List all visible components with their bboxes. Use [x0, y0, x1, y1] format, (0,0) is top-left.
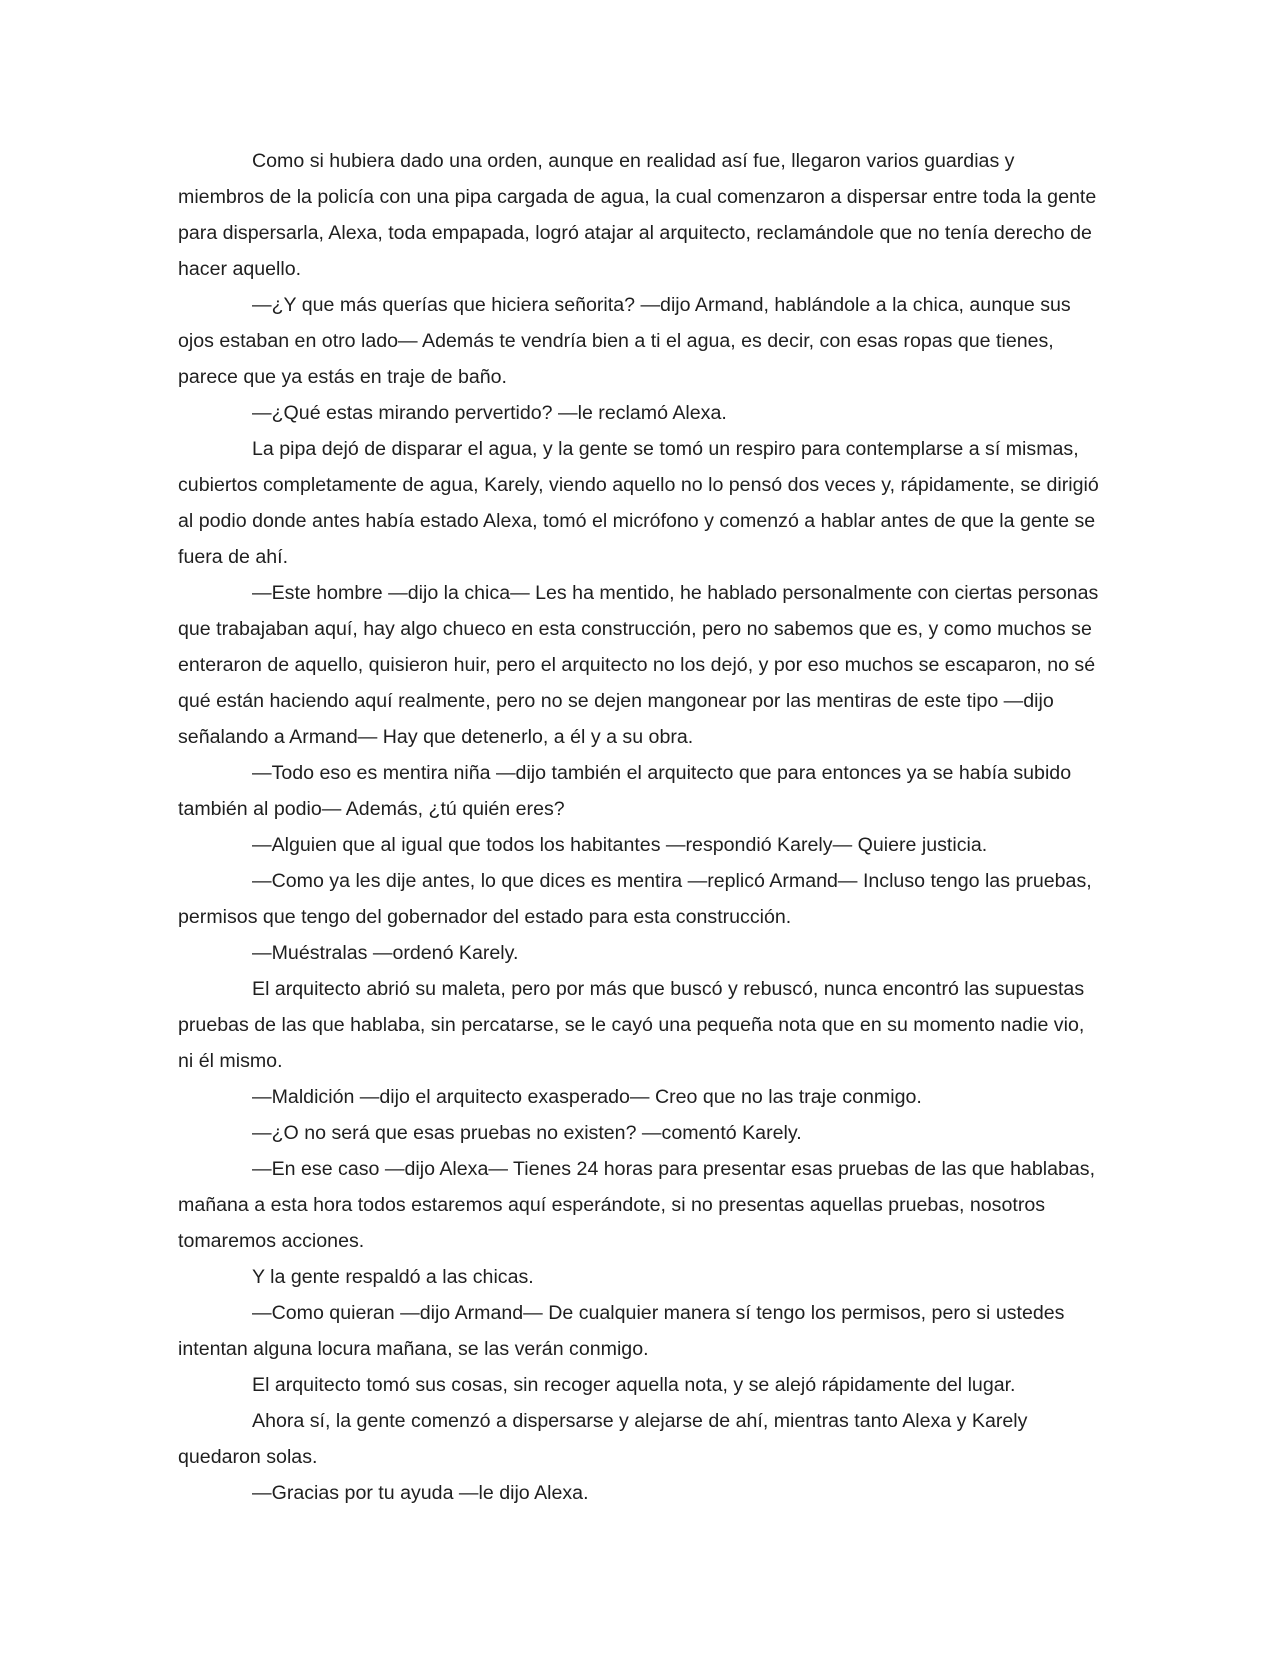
document-body	[178, 143, 1102, 1511]
paragraph: —Como ya les dije antes, lo que dices es mentira —replicó Armand— Incluso tengo las pruebas, permisos que tengo del gobernador del estado para esta construcción.	[178, 870, 1092, 928]
paragraph: —¿Y que más querías que hiciera señorita? —dijo Armand, hablándole a la chica, aunque sus ojos estaban en otro lado— Además te vendría bien a ti el agua, es decir, con esas ropas que tienes, parece que ya estás en traje de baño.	[178, 294, 1071, 388]
paragraph: —Maldición —dijo el arquitecto exasperado— Creo que no las traje conmigo.	[252, 1086, 922, 1108]
paragraph: El arquitecto abrió su maleta, pero por más que buscó y rebuscó, nunca encontró las supuestas pruebas de las que hablaba, sin percatarse, se le cayó una pequeña nota que en su momento nadie vio, ni él mismo.	[178, 978, 1085, 1072]
paragraph: —¿O no será que esas pruebas no existen? —comentó Karely.	[252, 1122, 802, 1144]
paragraph: —Alguien que al igual que todos los habitantes —respondió Karely— Quiere justicia.	[252, 834, 988, 856]
paragraph: —Todo eso es mentira niña —dijo también el arquitecto que para entonces ya se había subido también al podio— Además, ¿tú quién eres?	[178, 762, 1072, 820]
paragraph: —Gracias por tu ayuda —le dijo Alexa.	[252, 1482, 589, 1504]
paragraph: —En ese caso —dijo Alexa— Tienes 24 horas para presentar esas pruebas de las que hablabas, mañana a esta hora todos estaremos aquí esperándote, si no presentas aquellas pruebas, nosotros tomaremos acciones.	[178, 1158, 1096, 1252]
paragraph: Ahora sí, la gente comenzó a dispersarse y alejarse de ahí, mientras tanto Alexa y Karely quedaron solas.	[178, 1410, 1028, 1468]
paragraph: La pipa dejó de disparar el agua, y la gente se tomó un respiro para contemplarse a sí mismas, cubiertos completamente de agua, Karely, viendo aquello no lo pensó dos veces y, rápidamente, se dirigió al podio donde antes había estado Alexa, tomó el micrófono y comenzó a hablar antes de que la gente se fuera de ahí.	[178, 438, 1099, 568]
paragraph: —Muéstralas —ordenó Karely.	[252, 942, 519, 964]
paragraph: Como si hubiera dado una orden, aunque en realidad así fue, llegaron varios guardias y miembros de la policía con una pipa cargada de agua, la cual comenzaron a dispersar entre toda la gente para dispersarla, Alexa, toda empapada, logró atajar al arquitecto, reclamándole que no tenía derecho de hacer aquello.	[178, 150, 1097, 280]
paragraph: Y la gente respaldó a las chicas.	[252, 1266, 534, 1288]
paragraph: —Como quieran —dijo Armand— De cualquier manera sí tengo los permisos, pero si ustedes intentan alguna locura mañana, se las verán conmigo.	[178, 1302, 1065, 1360]
paragraph: —¿Qué estas mirando pervertido? —le reclamó Alexa.	[252, 402, 727, 424]
paragraph: —Este hombre —dijo la chica— Les ha mentido, he hablado personalmente con ciertas personas que trabajaban aquí, hay algo chueco en esta construcción, pero no sabemos que es, y como muchos se enteraron de aquello, quisieron huir, pero el arquitecto no los dejó, y por eso muchos se escaparon, no sé qué están haciendo aquí realmente, pero no se dejen mangonear por las mentiras de este tipo —dijo señalando a Armand— Hay que detenerlo, a él y a su obra.	[178, 582, 1099, 748]
paragraph: El arquitecto tomó sus cosas, sin recoger aquella nota, y se alejó rápidamente del lugar.	[252, 1374, 1016, 1396]
